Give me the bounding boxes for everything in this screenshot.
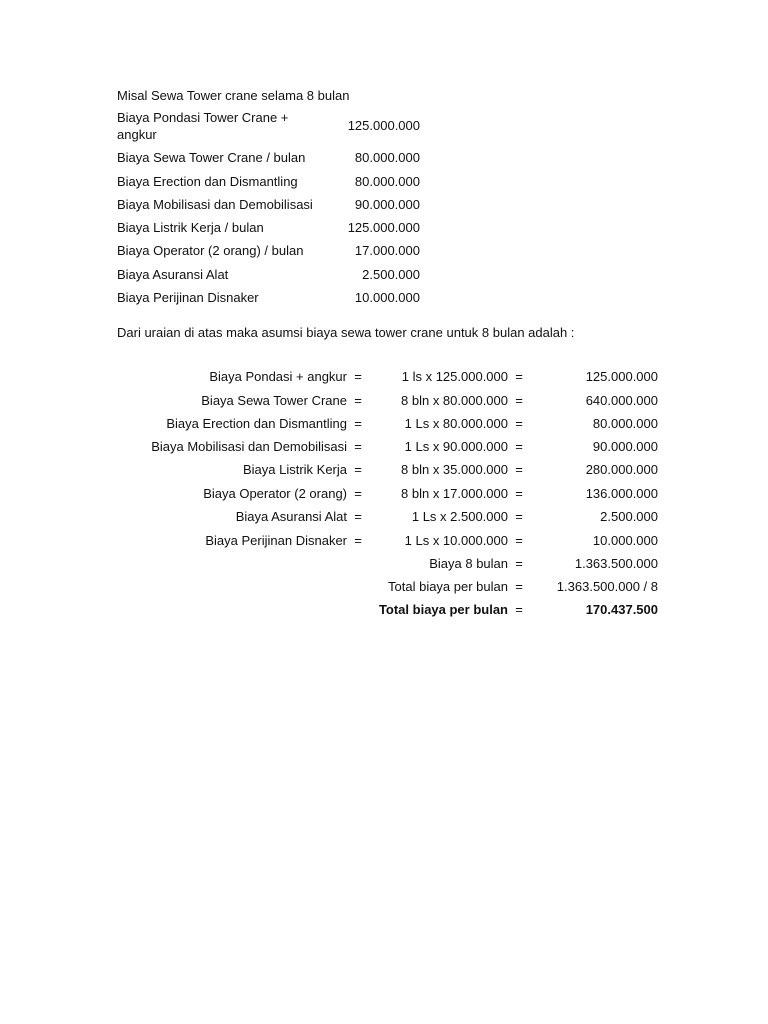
- equals-sign: =: [354, 486, 362, 501]
- intro-title: Misal Sewa Tower crane selama 8 bulan: [117, 88, 350, 103]
- equals-sign: =: [515, 486, 523, 501]
- grand-total-label: Total biaya per bulan: [378, 602, 508, 617]
- calc-row-label: Biaya Listrik Kerja: [242, 462, 347, 477]
- cost-item-value: 2.500.000: [362, 267, 420, 282]
- cost-item-value: 80.000.000: [354, 150, 420, 165]
- calc-row-formula: 1 Ls x 80.000.000: [404, 416, 508, 431]
- calc-row-result: 640.000.000: [585, 393, 658, 408]
- total-value: 1.363.500.000 / 8: [556, 579, 658, 594]
- cost-item-value: 17.000.000: [354, 243, 420, 258]
- calc-row-label: Biaya Mobilisasi dan Demobilisasi: [151, 439, 347, 454]
- equals-sign: =: [354, 439, 362, 454]
- equals-sign: =: [515, 602, 523, 617]
- equals-sign: =: [354, 416, 362, 431]
- calc-row-label: Biaya Operator (2 orang): [203, 486, 347, 501]
- cost-item-label: Biaya Erection dan Dismantling: [117, 174, 298, 189]
- calc-row-label: Biaya Asuransi Alat: [235, 509, 347, 524]
- equals-sign: =: [354, 509, 362, 524]
- equals-sign: =: [515, 462, 523, 477]
- total-value: 1.363.500.000: [574, 556, 658, 571]
- cost-item-label: Biaya Pondasi Tower Crane +: [117, 110, 289, 125]
- equals-sign: =: [354, 369, 362, 384]
- cost-item-label: Biaya Perijinan Disnaker: [117, 290, 259, 305]
- cost-item-value: 90.000.000: [354, 197, 420, 212]
- equals-sign: =: [354, 462, 362, 477]
- total-label: Total biaya per bulan: [388, 579, 508, 594]
- grand-total-value: 170.437.500: [585, 602, 658, 617]
- calc-row-result: 280.000.000: [585, 462, 658, 477]
- cost-item-label: Biaya Operator (2 orang) / bulan: [117, 243, 304, 258]
- cost-item-value: 80.000.000: [354, 174, 420, 189]
- calc-row-formula: 1 ls x 125.000.000: [401, 369, 508, 384]
- calc-row-label: Biaya Erection dan Dismantling: [166, 416, 347, 431]
- calc-row-label: Biaya Sewa Tower Crane: [201, 393, 347, 408]
- calc-row-result: 136.000.000: [585, 486, 658, 501]
- equals-sign: =: [354, 533, 362, 548]
- calc-row-formula: 1 Ls x 90.000.000: [404, 439, 508, 454]
- cost-item-value: 125.000.000: [347, 118, 420, 133]
- total-label: Biaya 8 bulan: [429, 556, 508, 571]
- equals-sign: =: [515, 416, 523, 431]
- calc-row-label: Biaya Pondasi + angkur: [209, 369, 347, 384]
- equals-sign: =: [354, 393, 362, 408]
- cost-item-label-cont: angkur: [117, 127, 157, 142]
- calc-row-formula: 1 Ls x 10.000.000: [404, 533, 508, 548]
- calc-row-result: 125.000.000: [585, 369, 658, 384]
- cost-item-label: Biaya Mobilisasi dan Demobilisasi: [117, 197, 313, 212]
- calc-row-formula: 8 bln x 80.000.000: [401, 393, 508, 408]
- equals-sign: =: [515, 579, 523, 594]
- cost-item-label: Biaya Sewa Tower Crane / bulan: [117, 150, 306, 165]
- cost-item-label: Biaya Asuransi Alat: [117, 267, 229, 282]
- equals-sign: =: [515, 393, 523, 408]
- equals-sign: =: [515, 556, 523, 571]
- calc-row-result: 2.500.000: [600, 509, 658, 524]
- calc-row-formula: 8 bln x 17.000.000: [401, 486, 508, 501]
- equals-sign: =: [515, 533, 523, 548]
- equals-sign: =: [515, 369, 523, 384]
- calc-row-label: Biaya Perijinan Disnaker: [205, 533, 347, 548]
- calc-row-formula: 8 bln x 35.000.000: [401, 462, 508, 477]
- equals-sign: =: [515, 439, 523, 454]
- summary-sentence: Dari uraian di atas maka asumsi biaya sewa tower crane untuk 8 bulan adalah :: [117, 325, 575, 340]
- cost-item-value: 125.000.000: [347, 220, 420, 235]
- calc-row-formula: 1 Ls x 2.500.000: [411, 509, 508, 524]
- cost-item-label: Biaya Listrik Kerja / bulan: [117, 220, 264, 235]
- cost-item-value: 10.000.000: [354, 290, 420, 305]
- calc-row-result: 10.000.000: [592, 533, 658, 548]
- calc-row-result: 80.000.000: [592, 416, 658, 431]
- equals-sign: =: [515, 509, 523, 524]
- calc-row-result: 90.000.000: [592, 439, 658, 454]
